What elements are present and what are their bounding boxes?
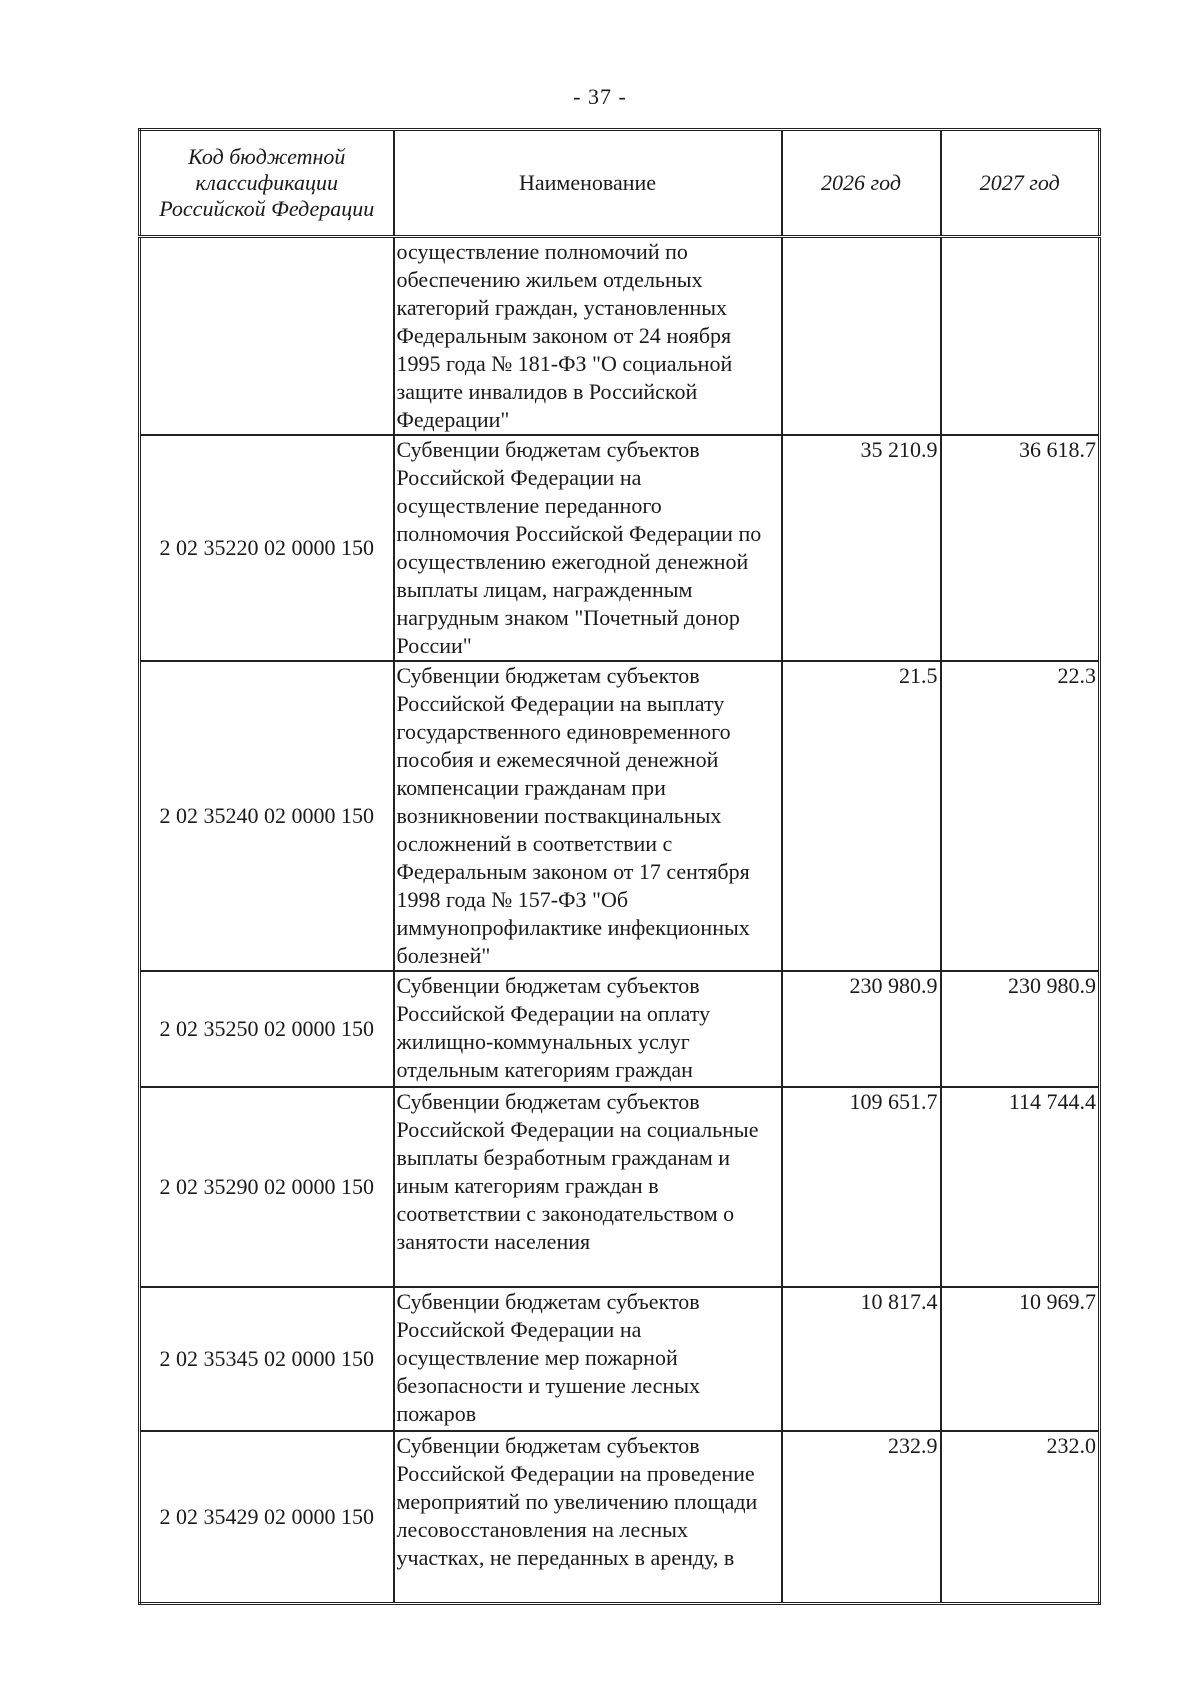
table-row (140, 1287, 1100, 1431)
header-year-2027: 2027 год (941, 130, 1100, 237)
row-code: 2 02 35290 02 0000 150 (140, 1087, 394, 1287)
header-name: Наименование (394, 130, 782, 237)
table-row (140, 1087, 1100, 1287)
row-code: 2 02 35429 02 0000 150 (140, 1431, 394, 1603)
row-name: Субвенции бюджетам субъектов Российской Федерации на осуществление мер пожарной безопасности и тушение лесных пожаров (394, 1287, 782, 1431)
row-value-2027: 36 618.7 (941, 435, 1100, 661)
row-value-2027: 22.3 (941, 661, 1100, 971)
row-code: 2 02 35250 02 0000 150 (140, 971, 394, 1087)
row-value-2027 (941, 237, 1100, 436)
row-name: Субвенции бюджетам субъектов Российской Федерации на социальные выплаты безработным гражданам и иным категориям граждан в соответствии с законодательством о занятости населения (394, 1087, 782, 1287)
table-row (140, 237, 1100, 436)
row-code: 2 02 35345 02 0000 150 (140, 1287, 394, 1431)
row-code: 2 02 35240 02 0000 150 (140, 661, 394, 971)
table-header-row (140, 130, 1100, 237)
header-code: Код бюджетной классификации Российской Федерации (140, 130, 394, 237)
row-value-2027: 230 980.9 (941, 971, 1100, 1087)
row-value-2027: 114 744.4 (941, 1087, 1100, 1287)
row-value-2026: 109 651.7 (782, 1087, 941, 1287)
row-code: 2 02 35220 02 0000 150 (140, 435, 394, 661)
row-name: Субвенции бюджетам субъектов Российской Федерации на оплату жилищно-коммунальных услуг отдельным категориям граждан (394, 971, 782, 1087)
row-value-2026: 232.9 (782, 1431, 941, 1603)
table-row (140, 971, 1100, 1087)
row-value-2026: 230 980.9 (782, 971, 941, 1087)
row-value-2026: 35 210.9 (782, 435, 941, 661)
row-code (140, 237, 394, 436)
table-row (140, 435, 1100, 661)
row-value-2026: 21.5 (782, 661, 941, 971)
page-number: - 37 - (573, 84, 627, 109)
row-name: Субвенции бюджетам субъектов Российской Федерации на осуществление переданного полномочия Российской Федерации по осуществлению ежегодной денежной выплаты лицам, награжденным нагрудным знаком "Почетный донор России" (394, 435, 782, 661)
budget-table (138, 128, 1101, 1605)
table-row (140, 661, 1100, 971)
row-value-2027: 232.0 (941, 1431, 1100, 1603)
header-year-2026: 2026 год (782, 130, 941, 237)
row-name: Субвенции бюджетам субъектов Российской Федерации на проведение мероприятий по увеличению площади лесовосстановления на лесных участках, не переданных в аренду, в (394, 1431, 782, 1603)
row-value-2027: 10 969.7 (941, 1287, 1100, 1431)
row-name: Субвенции бюджетам субъектов Российской Федерации на выплату государственного единовременного пособия и ежемесячной денежной компенсации гражданам при возникновении поствакцинальных осложнений в соответствии с Федеральным законом от 17 сентября 1998 года № 157-ФЗ "Об иммунопрофилактике инфекционных болезней" (394, 661, 782, 971)
row-value-2026: 10 817.4 (782, 1287, 941, 1431)
row-name: осуществление полномочий по обеспечению жильем отдельных категорий граждан, установленных Федеральным законом от 24 ноября 1995 года № 181-ФЗ "О социальной защите инвалидов в Российской Федерации" (394, 237, 782, 436)
table-row (140, 1431, 1100, 1603)
row-value-2026 (782, 237, 941, 436)
